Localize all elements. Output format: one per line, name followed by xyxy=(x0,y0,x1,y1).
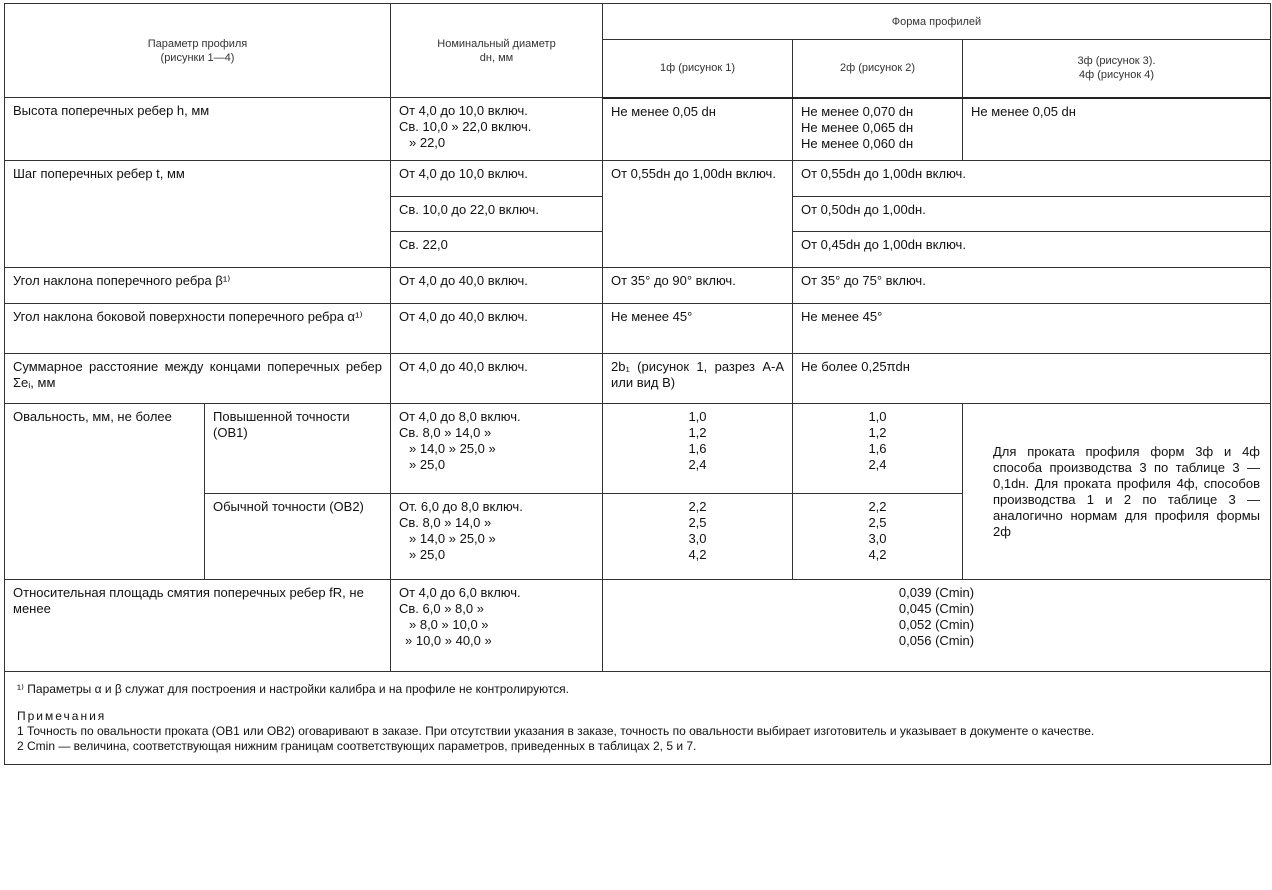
table-footer xyxy=(5,672,1271,765)
param-area: Относительная площадь смятия поперечных ребер fR, не менее xyxy=(5,580,391,672)
param-sum: Суммарное расстояние между концами поперечных ребер Σeᵢ, мм xyxy=(5,354,391,404)
f2-sum: Не более 0,25πdн xyxy=(793,354,1271,404)
header-form1: 1ф (рисунок 1) xyxy=(603,40,793,98)
oval-ob2-f2: 2,2 2,5 3,0 4,2 xyxy=(793,494,963,580)
diam-step-3: Св. 22,0 xyxy=(391,232,603,268)
param-rib-height: Высота поперечных ребер h, мм xyxy=(5,98,391,161)
row-rib-step-1 xyxy=(5,161,1271,197)
oval-ob1-label: Повышенной точности (ОВ1) xyxy=(205,404,391,494)
row-oval-ob1 xyxy=(5,404,1271,494)
row-rib-height xyxy=(5,98,1271,161)
f1-alpha: Не менее 45° xyxy=(603,304,793,354)
f2-step-1: От 0,55dн до 1,00dн включ. xyxy=(793,161,1271,197)
row-footer xyxy=(5,672,1271,765)
header-diam-col: Номинальный диаметр dн, мм xyxy=(391,4,603,98)
f1-sum: 2b₁ (рисунок 1, разрез А-А или вид В) xyxy=(603,354,793,404)
header-param-col: Параметр профиля (рисунки 1—4) xyxy=(5,4,391,98)
diam-sum: От 4,0 до 40,0 включ. xyxy=(391,354,603,404)
oval-ob2-f1: 2,2 2,5 3,0 4,2 xyxy=(603,494,793,580)
row-alpha xyxy=(5,304,1271,354)
oval-ob2-diam: От. 6,0 до 8,0 включ. Св. 8,0 » 14,0 » » 14,0 » 25,0 » » 25,0 xyxy=(391,494,603,580)
header-form34: 3ф (рисунок 3). 4ф (рисунок 4) xyxy=(963,40,1271,98)
row-sum xyxy=(5,354,1271,404)
f2-rib-height: Не менее 0,070 dн Не менее 0,065 dн Не менее 0,060 dн xyxy=(793,98,963,161)
profile-parameters-table xyxy=(4,3,1271,765)
header-form2: 2ф (рисунок 2) xyxy=(793,40,963,98)
oval-ob2-label: Обычной точности (ОВ2) xyxy=(205,494,391,580)
param-beta: Угол наклона поперечного ребра β¹⁾ xyxy=(5,268,391,304)
row-area xyxy=(5,580,1271,672)
f1-beta: От 35° до 90° включ. xyxy=(603,268,793,304)
f1-rib-height: Не менее 0,05 dн xyxy=(603,98,793,161)
note-2: 2 Cmin — величина, соответствующая нижним границам соответствующих параметров, приведенных в таблицах 2, 5 и 7. xyxy=(17,739,697,753)
footnote: ¹⁾ Параметры α и β служат для построения и настройки калибра и на профиле не контролируются. xyxy=(17,682,570,696)
param-alpha: Угол наклона боковой поверхности поперечного ребра α¹⁾ xyxy=(5,304,391,354)
oval-f34: Для проката профиля форм 3ф и 4ф способа производства 3 по таблице 3 — 0,1dн. Для проката профиля 4ф, способов производства 1 и 2 по таблице 3 — аналогично нормам для профиля формы 2ф xyxy=(963,404,1271,580)
standard-table-page xyxy=(4,3,1270,885)
f2-step-2: От 0,50dн до 1,00dн. xyxy=(793,197,1271,232)
area-values: 0,039 (Cmin) 0,045 (Cmin) 0,052 (Cmin) 0,056 (Cmin) xyxy=(603,580,1271,672)
diam-area: От 4,0 до 6,0 включ. Св. 6,0 » 8,0 » » 8,0 » 10,0 » » 10,0 » 40,0 » xyxy=(391,580,603,672)
note-1: 1 Точность по овальности проката (ОВ1 или ОВ2) оговаривают в заказе. При отсутствии указания в заказе, точность по овальности выбирает изготовитель и указывает в документе о качестве. xyxy=(17,724,1095,738)
row-beta xyxy=(5,268,1271,304)
diam-step-1: От 4,0 до 10,0 включ. xyxy=(391,161,603,197)
param-oval: Овальность, мм, не более xyxy=(5,404,205,580)
notes-title: Примечания xyxy=(17,709,107,723)
oval-ob1-f1: 1,0 1,2 1,6 2,4 xyxy=(603,404,793,494)
f2-alpha: Не менее 45° xyxy=(793,304,1271,354)
f34-rib-height: Не менее 0,05 dн xyxy=(963,98,1271,161)
oval-ob1-f2: 1,0 1,2 1,6 2,4 xyxy=(793,404,963,494)
diam-beta: От 4,0 до 40,0 включ. xyxy=(391,268,603,304)
diam-step-2: Св. 10,0 до 22,0 включ. xyxy=(391,197,603,232)
f2-beta: От 35° до 75° включ. xyxy=(793,268,1271,304)
oval-ob1-diam: От 4,0 до 8,0 включ. Св. 8,0 » 14,0 » » 14,0 » 25,0 » » 25,0 xyxy=(391,404,603,494)
diam-alpha: От 4,0 до 40,0 включ. xyxy=(391,304,603,354)
diam-rib-height: От 4,0 до 10,0 включ. Св. 10,0 » 22,0 включ. » 22,0 xyxy=(391,98,603,161)
f2-step-3: От 0,45dн до 1,00dн включ. xyxy=(793,232,1271,268)
param-rib-step: Шаг поперечных ребер t, мм xyxy=(5,161,391,268)
f1-rib-step: От 0,55dн до 1,00dн включ. xyxy=(603,161,793,268)
header-forms-group: Форма профилей xyxy=(603,4,1271,40)
